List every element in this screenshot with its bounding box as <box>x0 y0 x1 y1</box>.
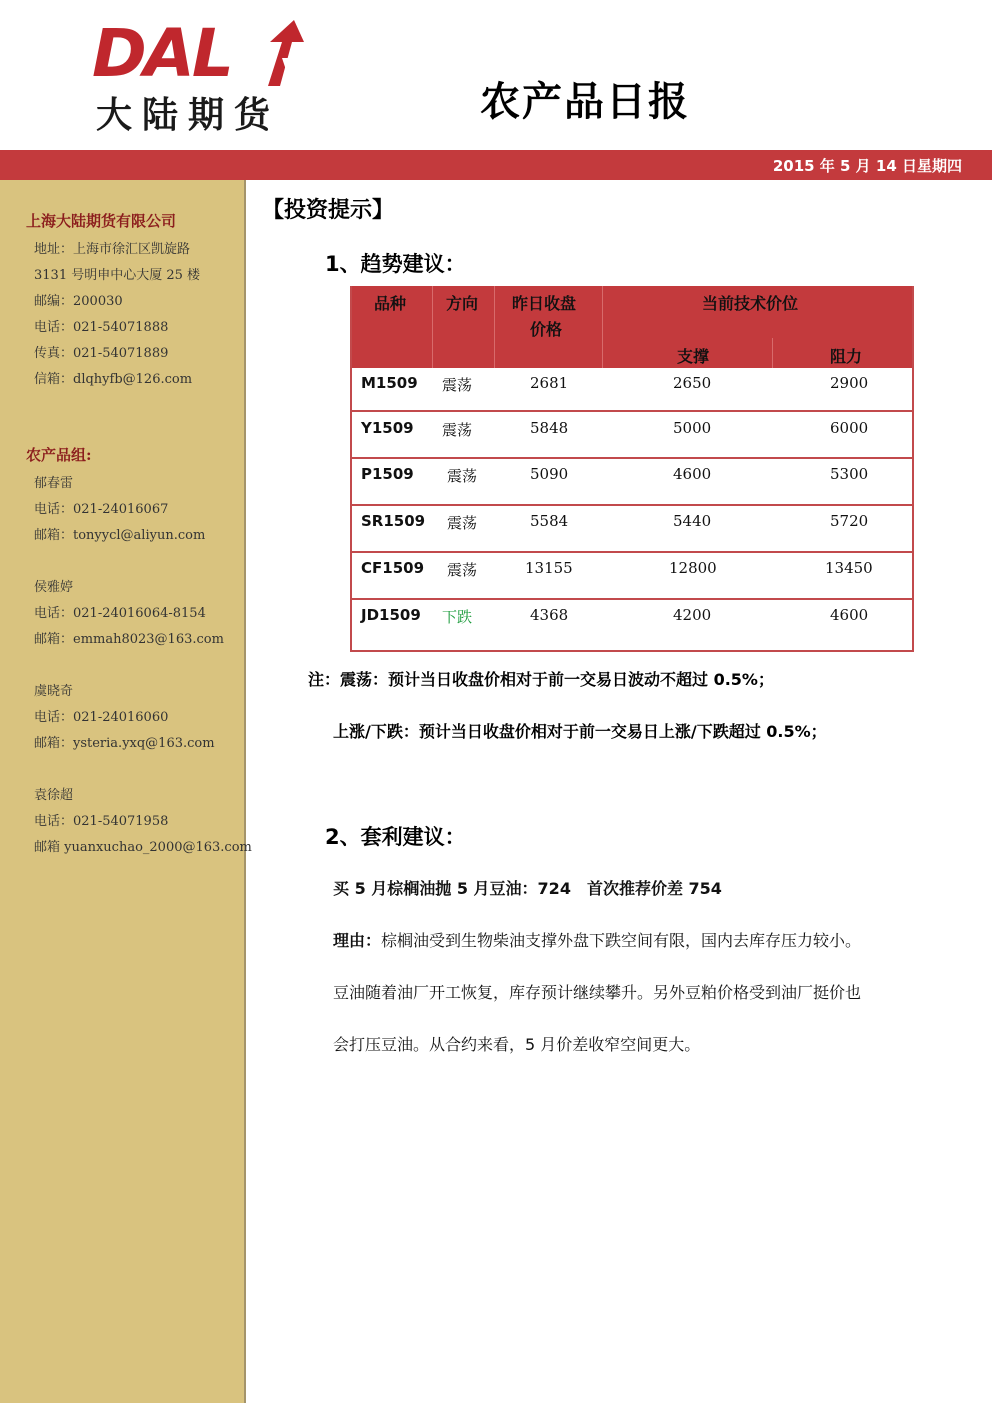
row-support: 12800 <box>669 559 717 577</box>
address-line-1: 地址：上海市徐汇区凯旋路 <box>34 242 191 257</box>
row-support: 2650 <box>673 374 712 392</box>
row-resistance: 4600 <box>830 606 869 624</box>
row-code: SR1509 <box>361 512 426 530</box>
header-support: 支撑 <box>677 347 710 366</box>
header-prev-close-2: 价格 <box>530 320 563 339</box>
row-direction: 震荡 <box>442 376 473 394</box>
column-divider <box>772 338 773 368</box>
row-code: Y1509 <box>361 419 414 437</box>
logo-arrow-icon <box>260 18 308 90</box>
column-divider <box>432 286 433 368</box>
reason-paragraph <box>333 928 861 951</box>
reason-line-2: 豆油随着油厂开工恢复，库存预计继续攀升。另外豆粕价格受到油厂挺价也 <box>333 983 862 1002</box>
row-direction: 震荡 <box>442 421 473 439</box>
table-row <box>352 368 912 412</box>
report-date: 2015 年 5 月 14 日星期四 <box>772 157 962 175</box>
contact-phone: 电话：021-54071958 <box>34 814 169 829</box>
row-resistance: 13450 <box>825 559 873 577</box>
company-mailbox: 信箱：dlqhyfb@126.com <box>34 372 193 387</box>
section-title: 【投资提示】 <box>262 198 395 223</box>
table-header <box>352 286 912 368</box>
row-resistance: 6000 <box>830 419 869 437</box>
contact-email: 邮箱：ysteria.yxq@163.com <box>34 736 215 751</box>
arbitrage-trade: 买 5 月棕榈油抛 5 月豆油：724 首次推荐价差 754 <box>333 879 722 898</box>
row-close: 5584 <box>530 512 569 530</box>
column-divider <box>494 286 495 368</box>
contact-name: 袁徐超 <box>34 788 74 803</box>
row-support: 4600 <box>673 465 712 483</box>
reason-label: 理由： <box>333 931 382 950</box>
row-close: 13155 <box>525 559 573 577</box>
row-close: 5848 <box>530 419 569 437</box>
row-code: P1509 <box>361 465 414 483</box>
header-resistance: 阻力 <box>830 347 863 366</box>
table-row <box>352 553 912 600</box>
row-code: JD1509 <box>361 606 421 624</box>
contact-email: 邮箱：tonyycl@aliyun.com <box>34 528 206 543</box>
row-direction: 震荡 <box>447 467 478 485</box>
contact-phone: 电话：021-24016060 <box>34 710 169 725</box>
reason-line-1: 棕榈油受到生物柴油支撑外盘下跌空间有限，国内去库存压力较小。 <box>381 931 862 950</box>
table-row <box>352 506 912 553</box>
row-code: M1509 <box>361 374 418 392</box>
contact-phone: 电话：021-24016064-8154 <box>34 606 206 621</box>
row-close: 2681 <box>530 374 569 392</box>
arbitrage-heading: 2、套利建议： <box>325 825 466 849</box>
report-title: 农产品日报 <box>480 79 690 125</box>
trend-heading: 1、趋势建议： <box>325 252 466 276</box>
column-divider <box>602 286 603 368</box>
group-title: 农产品组: <box>26 446 92 464</box>
company-phone: 电话：021-54071888 <box>34 320 169 335</box>
row-support: 4200 <box>673 606 712 624</box>
contact-email: 邮箱：emmah8023@163.com <box>34 632 224 647</box>
contact-name: 侯雅婷 <box>34 580 74 595</box>
contact-name: 郁春雷 <box>34 476 74 491</box>
address-line-2: 3131 号明申中心大厦 25 楼 <box>34 268 201 283</box>
row-direction: 震荡 <box>447 561 478 579</box>
header-direction: 方向 <box>446 294 479 313</box>
header-tech-levels: 当前技术价位 <box>702 294 799 313</box>
note-up-down: 上涨/下跌：预计当日收盘价相对于前一交易日上涨/下跌超过 0.5%； <box>333 722 827 741</box>
table-row <box>352 412 912 459</box>
row-direction: 震荡 <box>447 514 478 532</box>
logo-wordmark: DAL <box>92 15 231 92</box>
header-variety: 品种 <box>374 294 407 313</box>
contact-phone: 电话：021-24016067 <box>34 502 169 517</box>
trend-table <box>350 286 914 652</box>
table-row <box>352 600 912 648</box>
row-resistance: 2900 <box>830 374 869 392</box>
row-support: 5440 <box>673 512 712 530</box>
note-oscillation: 注：震荡：预计当日收盘价相对于前一交易日波动不超过 0.5%； <box>308 670 774 689</box>
header-prev-close: 昨日收盘 <box>512 294 577 313</box>
row-resistance: 5720 <box>830 512 869 530</box>
contact-sidebar <box>0 180 252 1403</box>
row-support: 5000 <box>673 419 712 437</box>
postcode: 邮编：200030 <box>34 294 123 309</box>
contact-email: 邮箱 yuanxuchao_2000@163.com <box>34 840 252 855</box>
row-code: CF1509 <box>361 559 425 577</box>
contact-name: 虞晓奇 <box>34 684 74 699</box>
row-close: 4368 <box>530 606 569 624</box>
table-row <box>352 459 912 506</box>
row-resistance: 5300 <box>830 465 869 483</box>
reason-line-3: 会打压豆油。从合约来看，5 月价差收窄空间更大。 <box>333 1035 701 1054</box>
row-direction: 下跌 <box>442 608 473 626</box>
company-fax: 传真：021-54071889 <box>34 346 169 361</box>
company-logo <box>92 14 312 134</box>
company-name: 上海大陆期货有限公司 <box>26 212 177 230</box>
logo-chinese-name: 大陆期货 <box>96 95 281 136</box>
row-close: 5090 <box>530 465 569 483</box>
